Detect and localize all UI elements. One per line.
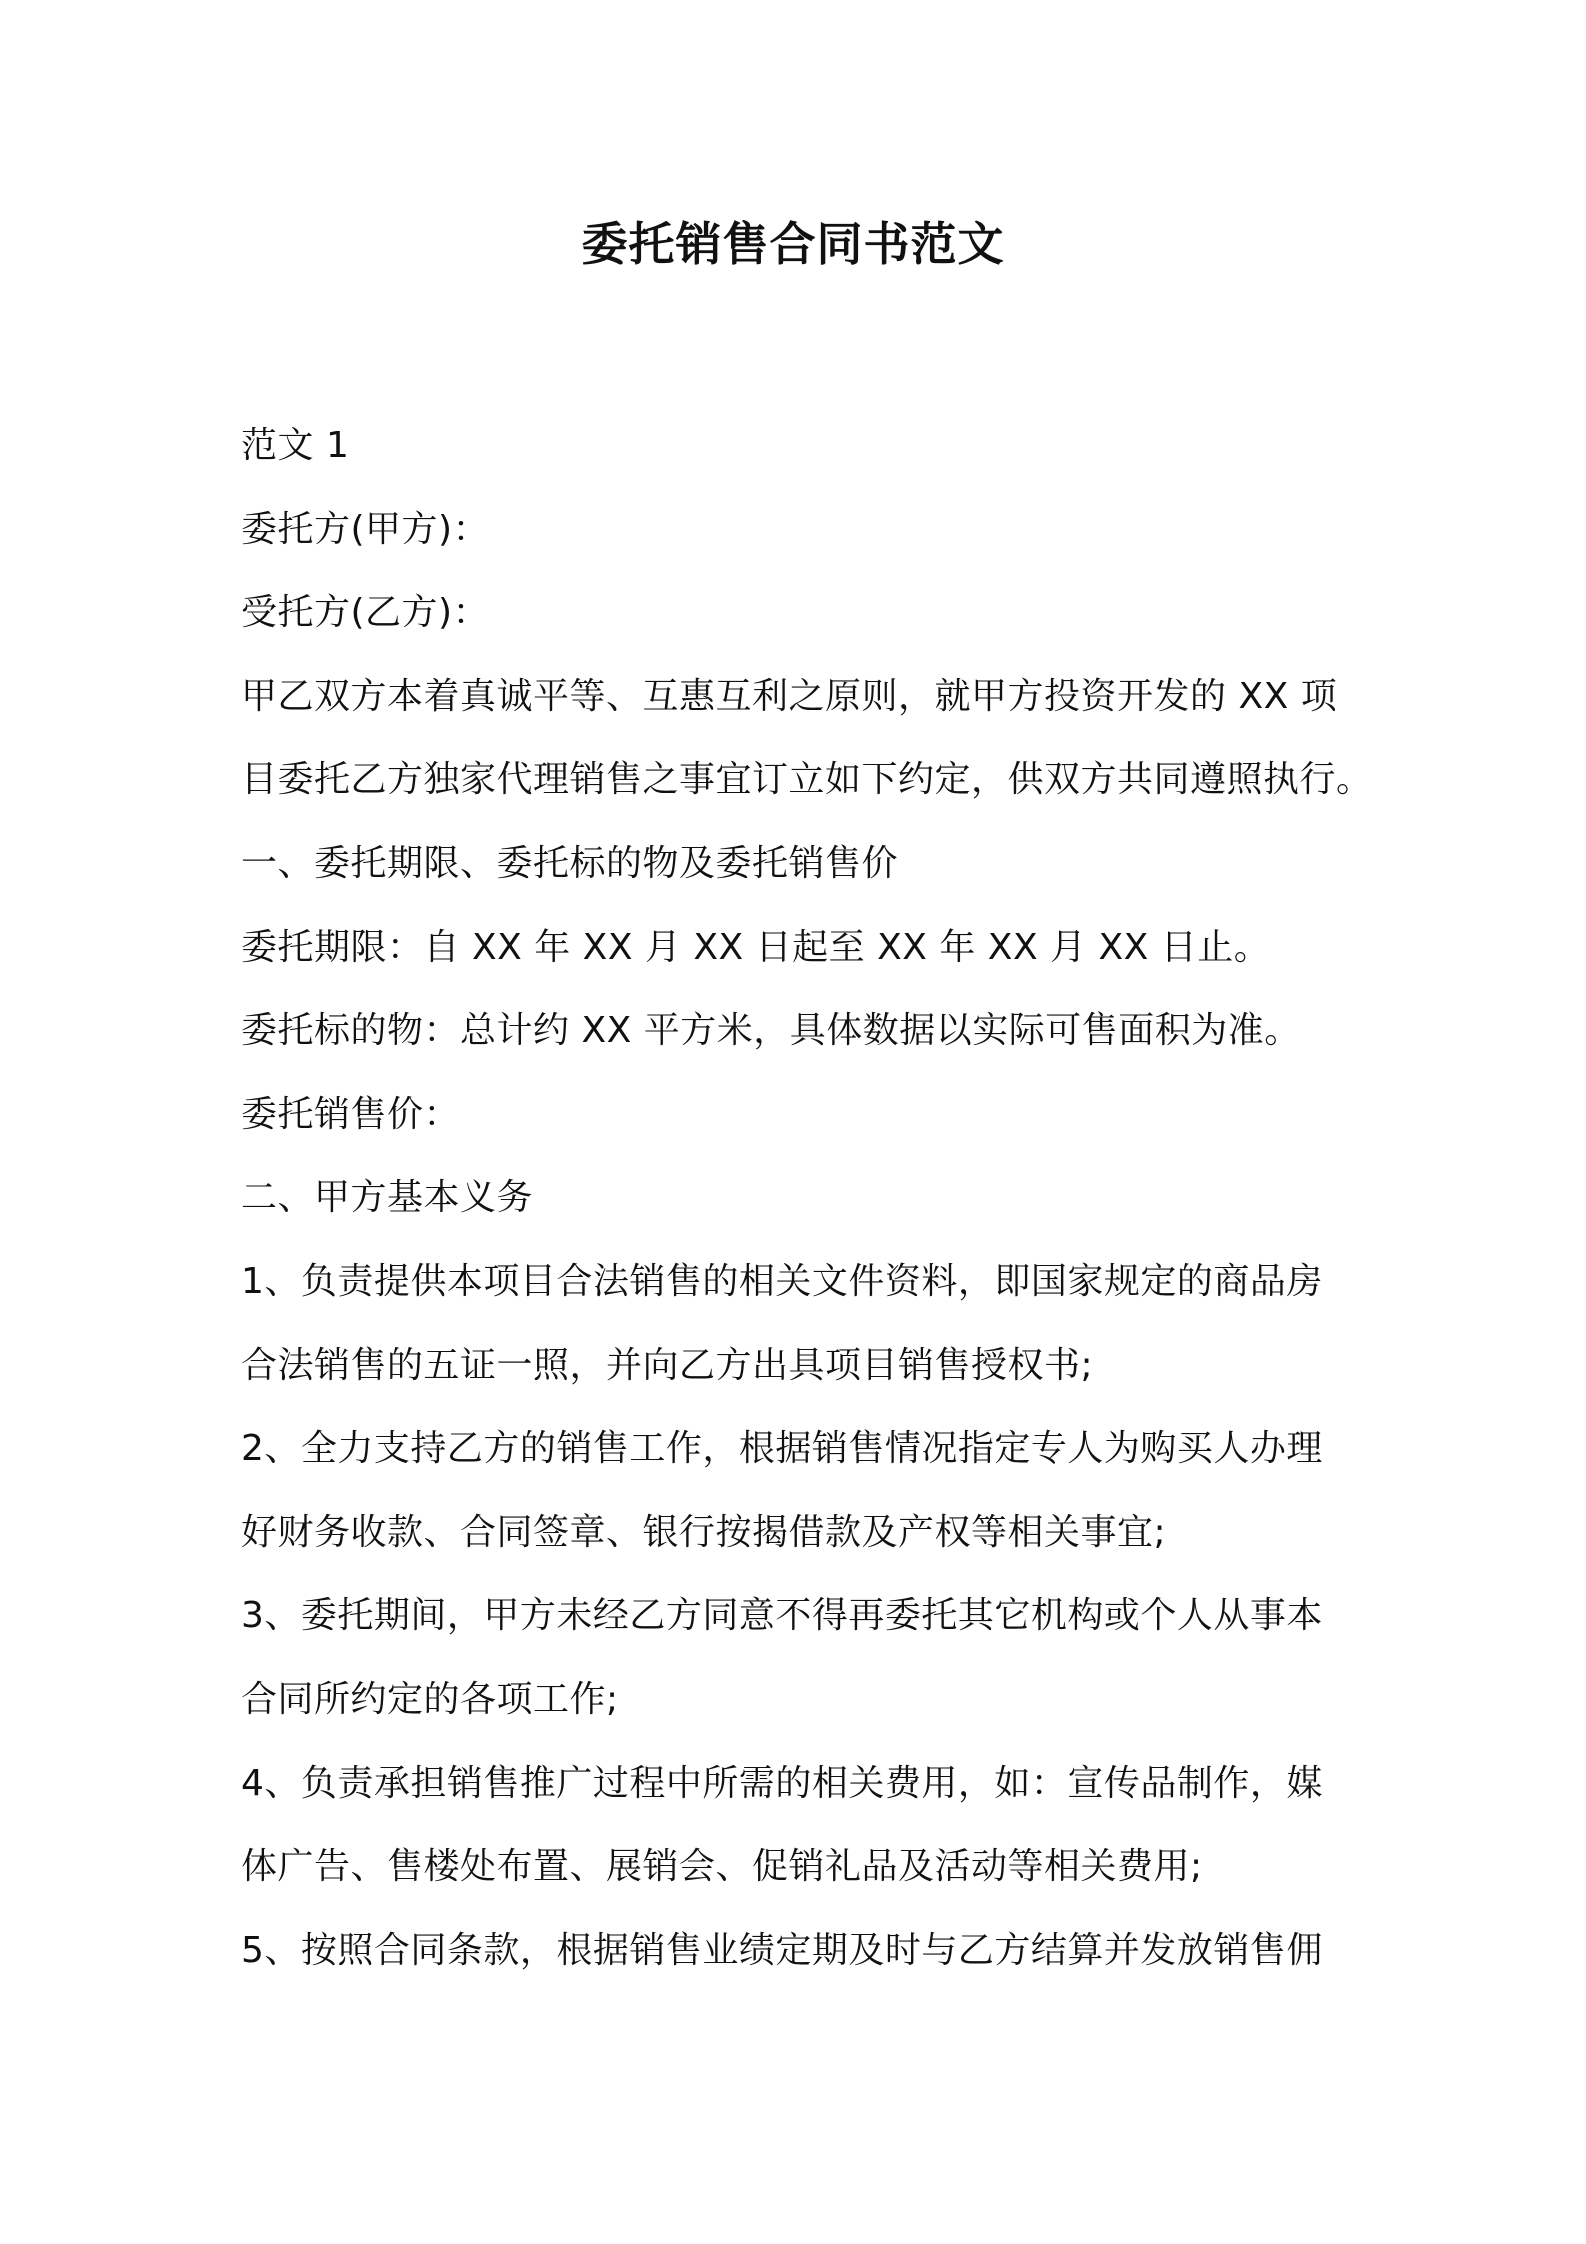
list-item-line: 合同所约定的各项工作;	[241, 1678, 619, 1720]
list-item-line: 2、全力支持乙方的销售工作，根据销售情况指定专人为购买人办理	[241, 1428, 1323, 1470]
list-item-line: 体广告、售楼处布置、展销会、促销礼品及活动等相关费用;	[241, 1846, 1203, 1888]
party-a-line: 委托方(甲方)：	[241, 508, 490, 550]
party-b-line: 受托方(乙方)：	[241, 592, 490, 634]
paragraph-line: 委托销售价：	[241, 1093, 461, 1135]
paragraph-line: 委托期限：自 XX 年 XX 月 XX 日起至 XX 年 XX 月 XX 日止。	[241, 926, 1271, 968]
paragraph-line: 目委托乙方独家代理销售之事宜订立如下约定，供双方共同遵照执行。	[241, 759, 1373, 801]
list-item-line: 4、负责承担销售推广过程中所需的相关费用，如：宣传品制作，媒	[241, 1762, 1323, 1804]
list-item-line: 合法销售的五证一照，并向乙方出具项目销售授权书;	[241, 1344, 1094, 1386]
document-body	[241, 404, 1373, 1992]
section-heading: 一、委托期限、委托标的物及委托销售价	[241, 842, 899, 884]
document-title: 委托销售合同书范文	[581, 217, 1005, 271]
paragraph-line: 委托标的物：总计约 XX 平方米，具体数据以实际可售面积为准。	[241, 1010, 1301, 1052]
list-item-line: 5、按照合同条款，根据销售业绩定期及时与乙方结算并发放销售佣	[241, 1929, 1323, 1971]
paragraph-line: 甲乙双方本着真诚平等、互惠互利之原则，就甲方投资开发的 XX 项	[241, 675, 1338, 717]
list-item-line: 3、委托期间，甲方未经乙方同意不得再委托其它机构或个人从事本	[241, 1595, 1323, 1637]
list-item-line: 好财务收款、合同签章、银行按揭借款及产权等相关事宜;	[241, 1511, 1167, 1553]
list-item-line: 1、负责提供本项目合法销售的相关文件资料，即国家规定的商品房	[241, 1260, 1323, 1302]
section-label: 范文 1	[241, 425, 350, 466]
section-heading: 二、甲方基本义务	[241, 1177, 534, 1219]
